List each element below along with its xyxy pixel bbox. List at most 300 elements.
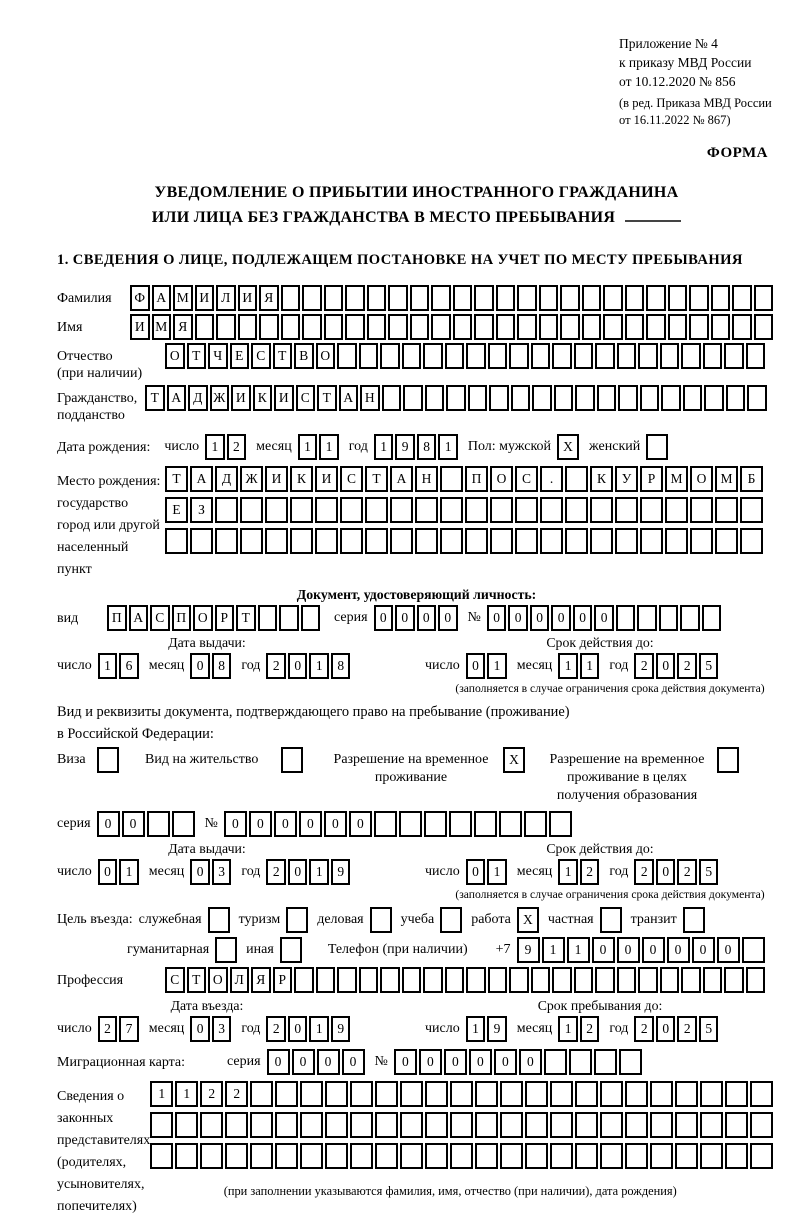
char-cell[interactable]: [440, 466, 463, 492]
char-cell[interactable]: [423, 967, 443, 993]
char-cell[interactable]: [683, 385, 703, 411]
char-cell[interactable]: [750, 1112, 773, 1138]
char-cell[interactable]: [431, 314, 451, 340]
char-cell[interactable]: [279, 605, 299, 631]
char-cell[interactable]: [690, 528, 713, 554]
char-cell[interactable]: [325, 1112, 348, 1138]
char-cell[interactable]: 0: [342, 1049, 365, 1075]
char-cell[interactable]: [740, 497, 763, 523]
option-temp-residence-education-checkbox[interactable]: [717, 747, 739, 773]
char-cell[interactable]: Ф: [130, 285, 150, 311]
char-cell[interactable]: [475, 1081, 498, 1107]
char-cell[interactable]: С: [165, 967, 185, 993]
char-cell[interactable]: Ж: [240, 466, 263, 492]
char-cell[interactable]: [350, 1143, 373, 1169]
char-cell[interactable]: [603, 285, 623, 311]
char-cell[interactable]: [337, 343, 357, 369]
char-cell[interactable]: [294, 967, 314, 993]
char-cell[interactable]: [615, 497, 638, 523]
char-cell[interactable]: [350, 1081, 373, 1107]
char-cell[interactable]: [315, 497, 338, 523]
char-cell[interactable]: 5: [699, 653, 719, 679]
char-cell[interactable]: [640, 528, 663, 554]
char-cell[interactable]: 0: [122, 811, 145, 837]
char-cell[interactable]: 0: [395, 605, 415, 631]
char-cell[interactable]: Д: [215, 466, 238, 492]
char-cell[interactable]: М: [173, 285, 193, 311]
char-cell[interactable]: 8: [417, 434, 437, 460]
char-cell[interactable]: [625, 1143, 648, 1169]
purpose-transit-checkbox[interactable]: [683, 907, 705, 933]
char-cell[interactable]: [490, 528, 513, 554]
char-cell[interactable]: Р: [215, 605, 235, 631]
char-cell[interactable]: Т: [145, 385, 165, 411]
char-cell[interactable]: [600, 1143, 623, 1169]
char-cell[interactable]: [689, 285, 709, 311]
char-cell[interactable]: [365, 497, 388, 523]
char-cell[interactable]: 0: [394, 1049, 417, 1075]
char-cell[interactable]: [594, 1049, 617, 1075]
char-cell[interactable]: [525, 1081, 548, 1107]
char-cell[interactable]: 9: [487, 1016, 507, 1042]
char-cell[interactable]: 0: [530, 605, 550, 631]
char-cell[interactable]: О: [490, 466, 513, 492]
char-cell[interactable]: [660, 343, 680, 369]
char-cell[interactable]: [625, 1081, 648, 1107]
char-cell[interactable]: 1: [98, 653, 118, 679]
char-cell[interactable]: [531, 343, 551, 369]
char-cell[interactable]: 1: [487, 859, 507, 885]
char-cell[interactable]: [275, 1081, 298, 1107]
char-cell[interactable]: 0: [692, 937, 715, 963]
char-cell[interactable]: [225, 1143, 248, 1169]
char-cell[interactable]: [550, 1143, 573, 1169]
char-cell[interactable]: Т: [165, 466, 188, 492]
char-cell[interactable]: [302, 314, 322, 340]
char-cell[interactable]: [425, 1143, 448, 1169]
char-cell[interactable]: [524, 811, 547, 837]
char-cell[interactable]: [700, 1143, 723, 1169]
char-cell[interactable]: [175, 1112, 198, 1138]
char-cell[interactable]: 1: [319, 434, 339, 460]
char-cell[interactable]: 0: [324, 811, 347, 837]
char-cell[interactable]: [450, 1112, 473, 1138]
char-cell[interactable]: 1: [558, 653, 578, 679]
char-cell[interactable]: [474, 314, 494, 340]
char-cell[interactable]: [560, 314, 580, 340]
char-cell[interactable]: [302, 285, 322, 311]
char-cell[interactable]: [600, 1081, 623, 1107]
char-cell[interactable]: [400, 1081, 423, 1107]
char-cell[interactable]: И: [274, 385, 294, 411]
char-cell[interactable]: В: [294, 343, 314, 369]
char-cell[interactable]: [668, 285, 688, 311]
char-cell[interactable]: [440, 528, 463, 554]
purpose-study-checkbox[interactable]: [440, 907, 462, 933]
char-cell[interactable]: [399, 811, 422, 837]
char-cell[interactable]: 2: [634, 859, 654, 885]
char-cell[interactable]: 2: [200, 1081, 223, 1107]
char-cell[interactable]: [367, 314, 387, 340]
char-cell[interactable]: [315, 528, 338, 554]
char-cell[interactable]: [565, 528, 588, 554]
char-cell[interactable]: [345, 285, 365, 311]
char-cell[interactable]: [660, 967, 680, 993]
char-cell[interactable]: [724, 343, 744, 369]
char-cell[interactable]: [511, 385, 531, 411]
char-cell[interactable]: 9: [517, 937, 540, 963]
char-cell[interactable]: 1: [309, 653, 329, 679]
char-cell[interactable]: [668, 314, 688, 340]
char-cell[interactable]: 0: [656, 859, 676, 885]
char-cell[interactable]: [574, 967, 594, 993]
char-cell[interactable]: [732, 314, 752, 340]
char-cell[interactable]: [517, 314, 537, 340]
char-cell[interactable]: [258, 605, 278, 631]
char-cell[interactable]: [410, 314, 430, 340]
char-cell[interactable]: 2: [677, 859, 697, 885]
char-cell[interactable]: [337, 967, 357, 993]
char-cell[interactable]: [165, 528, 188, 554]
char-cell[interactable]: .: [540, 466, 563, 492]
char-cell[interactable]: 9: [331, 859, 351, 885]
char-cell[interactable]: 0: [469, 1049, 492, 1075]
char-cell[interactable]: 1: [309, 859, 329, 885]
char-cell[interactable]: 0: [551, 605, 571, 631]
char-cell[interactable]: [659, 605, 679, 631]
char-cell[interactable]: М: [665, 466, 688, 492]
char-cell[interactable]: 1: [205, 434, 225, 460]
char-cell[interactable]: [300, 1143, 323, 1169]
char-cell[interactable]: 0: [438, 605, 458, 631]
char-cell[interactable]: А: [390, 466, 413, 492]
char-cell[interactable]: [225, 1112, 248, 1138]
char-cell[interactable]: 1: [580, 653, 600, 679]
char-cell[interactable]: [703, 967, 723, 993]
char-cell[interactable]: [475, 1112, 498, 1138]
char-cell[interactable]: 0: [190, 653, 210, 679]
char-cell[interactable]: [290, 528, 313, 554]
char-cell[interactable]: [500, 1081, 523, 1107]
char-cell[interactable]: [574, 343, 594, 369]
char-cell[interactable]: [281, 285, 301, 311]
char-cell[interactable]: [300, 1112, 323, 1138]
char-cell[interactable]: [367, 285, 387, 311]
char-cell[interactable]: [665, 497, 688, 523]
char-cell[interactable]: 0: [417, 605, 437, 631]
char-cell[interactable]: М: [715, 466, 738, 492]
gender-male-checkbox[interactable]: X: [557, 434, 579, 460]
char-cell[interactable]: 2: [98, 1016, 118, 1042]
char-cell[interactable]: [375, 1081, 398, 1107]
char-cell[interactable]: [569, 1049, 592, 1075]
char-cell[interactable]: 0: [292, 1049, 315, 1075]
char-cell[interactable]: [681, 343, 701, 369]
char-cell[interactable]: [595, 967, 615, 993]
char-cell[interactable]: [742, 937, 765, 963]
char-cell[interactable]: Я: [173, 314, 193, 340]
char-cell[interactable]: И: [130, 314, 150, 340]
char-cell[interactable]: [475, 1143, 498, 1169]
char-cell[interactable]: [200, 1112, 223, 1138]
char-cell[interactable]: [540, 528, 563, 554]
char-cell[interactable]: [539, 314, 559, 340]
char-cell[interactable]: [496, 314, 516, 340]
char-cell[interactable]: [532, 385, 552, 411]
char-cell[interactable]: [725, 1081, 748, 1107]
char-cell[interactable]: [423, 343, 443, 369]
char-cell[interactable]: [575, 385, 595, 411]
char-cell[interactable]: [374, 811, 397, 837]
char-cell[interactable]: [453, 314, 473, 340]
char-cell[interactable]: Е: [165, 497, 188, 523]
char-cell[interactable]: [665, 528, 688, 554]
char-cell[interactable]: [275, 1143, 298, 1169]
char-cell[interactable]: [150, 1112, 173, 1138]
char-cell[interactable]: [640, 385, 660, 411]
char-cell[interactable]: [689, 314, 709, 340]
char-cell[interactable]: О: [690, 466, 713, 492]
char-cell[interactable]: 9: [331, 1016, 351, 1042]
option-temp-residence-checkbox[interactable]: X: [503, 747, 525, 773]
char-cell[interactable]: [575, 1143, 598, 1169]
char-cell[interactable]: [582, 285, 602, 311]
char-cell[interactable]: [488, 967, 508, 993]
char-cell[interactable]: 3: [212, 859, 232, 885]
char-cell[interactable]: 5: [699, 1016, 719, 1042]
char-cell[interactable]: Н: [415, 466, 438, 492]
char-cell[interactable]: К: [253, 385, 273, 411]
char-cell[interactable]: [216, 314, 236, 340]
char-cell[interactable]: 0: [349, 811, 372, 837]
purpose-official-checkbox[interactable]: [208, 907, 230, 933]
char-cell[interactable]: [550, 1112, 573, 1138]
option-visa-checkbox[interactable]: [97, 747, 119, 773]
char-cell[interactable]: [324, 314, 344, 340]
char-cell[interactable]: О: [193, 605, 213, 631]
char-cell[interactable]: [190, 528, 213, 554]
char-cell[interactable]: [375, 1112, 398, 1138]
char-cell[interactable]: [646, 314, 666, 340]
char-cell[interactable]: 0: [288, 859, 308, 885]
char-cell[interactable]: [725, 1143, 748, 1169]
char-cell[interactable]: 2: [634, 1016, 654, 1042]
char-cell[interactable]: А: [129, 605, 149, 631]
char-cell[interactable]: [675, 1143, 698, 1169]
char-cell[interactable]: [316, 967, 336, 993]
char-cell[interactable]: 0: [274, 811, 297, 837]
char-cell[interactable]: Я: [259, 285, 279, 311]
char-cell[interactable]: А: [339, 385, 359, 411]
char-cell[interactable]: С: [296, 385, 316, 411]
char-cell[interactable]: [650, 1112, 673, 1138]
char-cell[interactable]: [359, 967, 379, 993]
char-cell[interactable]: [616, 605, 636, 631]
char-cell[interactable]: 2: [266, 859, 286, 885]
char-cell[interactable]: [619, 1049, 642, 1075]
char-cell[interactable]: Я: [251, 967, 271, 993]
purpose-work-checkbox[interactable]: X: [517, 907, 539, 933]
char-cell[interactable]: [499, 811, 522, 837]
char-cell[interactable]: 0: [249, 811, 272, 837]
char-cell[interactable]: 9: [395, 434, 415, 460]
char-cell[interactable]: 0: [267, 1049, 290, 1075]
char-cell[interactable]: [704, 385, 724, 411]
char-cell[interactable]: 0: [667, 937, 690, 963]
char-cell[interactable]: Н: [360, 385, 380, 411]
char-cell[interactable]: [525, 1143, 548, 1169]
char-cell[interactable]: П: [465, 466, 488, 492]
char-cell[interactable]: [474, 285, 494, 311]
char-cell[interactable]: 2: [266, 653, 286, 679]
char-cell[interactable]: [715, 528, 738, 554]
char-cell[interactable]: 0: [224, 811, 247, 837]
char-cell[interactable]: 1: [309, 1016, 329, 1042]
char-cell[interactable]: [403, 385, 423, 411]
char-cell[interactable]: 1: [438, 434, 458, 460]
char-cell[interactable]: 1: [298, 434, 318, 460]
char-cell[interactable]: [425, 1112, 448, 1138]
char-cell[interactable]: 3: [212, 1016, 232, 1042]
char-cell[interactable]: У: [615, 466, 638, 492]
char-cell[interactable]: [382, 385, 402, 411]
char-cell[interactable]: 2: [266, 1016, 286, 1042]
char-cell[interactable]: [424, 811, 447, 837]
char-cell[interactable]: 0: [642, 937, 665, 963]
char-cell[interactable]: [515, 528, 538, 554]
char-cell[interactable]: 0: [617, 937, 640, 963]
char-cell[interactable]: Р: [640, 466, 663, 492]
char-cell[interactable]: [509, 343, 529, 369]
char-cell[interactable]: [560, 285, 580, 311]
char-cell[interactable]: 1: [558, 1016, 578, 1042]
char-cell[interactable]: [250, 1081, 273, 1107]
char-cell[interactable]: [195, 314, 215, 340]
char-cell[interactable]: [449, 811, 472, 837]
char-cell[interactable]: [250, 1112, 273, 1138]
char-cell[interactable]: [554, 385, 574, 411]
char-cell[interactable]: [661, 385, 681, 411]
char-cell[interactable]: [450, 1143, 473, 1169]
char-cell[interactable]: С: [251, 343, 271, 369]
char-cell[interactable]: И: [265, 466, 288, 492]
char-cell[interactable]: 0: [494, 1049, 517, 1075]
char-cell[interactable]: [754, 285, 774, 311]
char-cell[interactable]: [431, 285, 451, 311]
char-cell[interactable]: [440, 497, 463, 523]
char-cell[interactable]: [466, 343, 486, 369]
char-cell[interactable]: 1: [150, 1081, 173, 1107]
char-cell[interactable]: [725, 1112, 748, 1138]
char-cell[interactable]: И: [238, 285, 258, 311]
char-cell[interactable]: 1: [466, 1016, 486, 1042]
char-cell[interactable]: [468, 385, 488, 411]
char-cell[interactable]: [265, 528, 288, 554]
char-cell[interactable]: [575, 1081, 598, 1107]
char-cell[interactable]: [525, 1112, 548, 1138]
char-cell[interactable]: [489, 385, 509, 411]
char-cell[interactable]: 0: [594, 605, 614, 631]
char-cell[interactable]: 2: [634, 653, 654, 679]
char-cell[interactable]: [595, 343, 615, 369]
char-cell[interactable]: К: [590, 466, 613, 492]
char-cell[interactable]: [575, 1112, 598, 1138]
char-cell[interactable]: [515, 497, 538, 523]
char-cell[interactable]: [646, 285, 666, 311]
char-cell[interactable]: И: [231, 385, 251, 411]
char-cell[interactable]: Ж: [210, 385, 230, 411]
char-cell[interactable]: [215, 497, 238, 523]
char-cell[interactable]: [509, 967, 529, 993]
char-cell[interactable]: 0: [98, 859, 118, 885]
char-cell[interactable]: [625, 1112, 648, 1138]
char-cell[interactable]: [453, 285, 473, 311]
char-cell[interactable]: [147, 811, 170, 837]
char-cell[interactable]: 0: [444, 1049, 467, 1075]
char-cell[interactable]: 7: [119, 1016, 139, 1042]
char-cell[interactable]: [517, 285, 537, 311]
char-cell[interactable]: [300, 1081, 323, 1107]
char-cell[interactable]: 2: [677, 653, 697, 679]
char-cell[interactable]: 0: [656, 653, 676, 679]
char-cell[interactable]: [400, 1112, 423, 1138]
char-cell[interactable]: 0: [487, 605, 507, 631]
char-cell[interactable]: Т: [317, 385, 337, 411]
char-cell[interactable]: Т: [236, 605, 256, 631]
char-cell[interactable]: К: [290, 466, 313, 492]
char-cell[interactable]: 1: [119, 859, 139, 885]
char-cell[interactable]: [172, 811, 195, 837]
char-cell[interactable]: [711, 314, 731, 340]
char-cell[interactable]: М: [152, 314, 172, 340]
purpose-business-checkbox[interactable]: [370, 907, 392, 933]
char-cell[interactable]: [565, 497, 588, 523]
char-cell[interactable]: [415, 528, 438, 554]
char-cell[interactable]: П: [172, 605, 192, 631]
char-cell[interactable]: [238, 314, 258, 340]
char-cell[interactable]: 2: [227, 434, 247, 460]
char-cell[interactable]: [350, 1112, 373, 1138]
char-cell[interactable]: [597, 385, 617, 411]
char-cell[interactable]: Б: [740, 466, 763, 492]
char-cell[interactable]: 2: [580, 1016, 600, 1042]
char-cell[interactable]: [680, 605, 700, 631]
char-cell[interactable]: [637, 605, 657, 631]
char-cell[interactable]: [445, 967, 465, 993]
char-cell[interactable]: [724, 967, 744, 993]
char-cell[interactable]: 0: [419, 1049, 442, 1075]
char-cell[interactable]: [324, 285, 344, 311]
char-cell[interactable]: [552, 967, 572, 993]
char-cell[interactable]: [465, 528, 488, 554]
char-cell[interactable]: [466, 967, 486, 993]
char-cell[interactable]: [531, 967, 551, 993]
char-cell[interactable]: [496, 285, 516, 311]
char-cell[interactable]: [675, 1112, 698, 1138]
char-cell[interactable]: Л: [230, 967, 250, 993]
char-cell[interactable]: [500, 1143, 523, 1169]
char-cell[interactable]: [640, 497, 663, 523]
char-cell[interactable]: [550, 1081, 573, 1107]
char-cell[interactable]: 0: [573, 605, 593, 631]
char-cell[interactable]: [465, 497, 488, 523]
char-cell[interactable]: [340, 528, 363, 554]
char-cell[interactable]: [700, 1112, 723, 1138]
char-cell[interactable]: [402, 343, 422, 369]
char-cell[interactable]: 0: [190, 859, 210, 885]
char-cell[interactable]: Л: [216, 285, 236, 311]
char-cell[interactable]: [445, 343, 465, 369]
